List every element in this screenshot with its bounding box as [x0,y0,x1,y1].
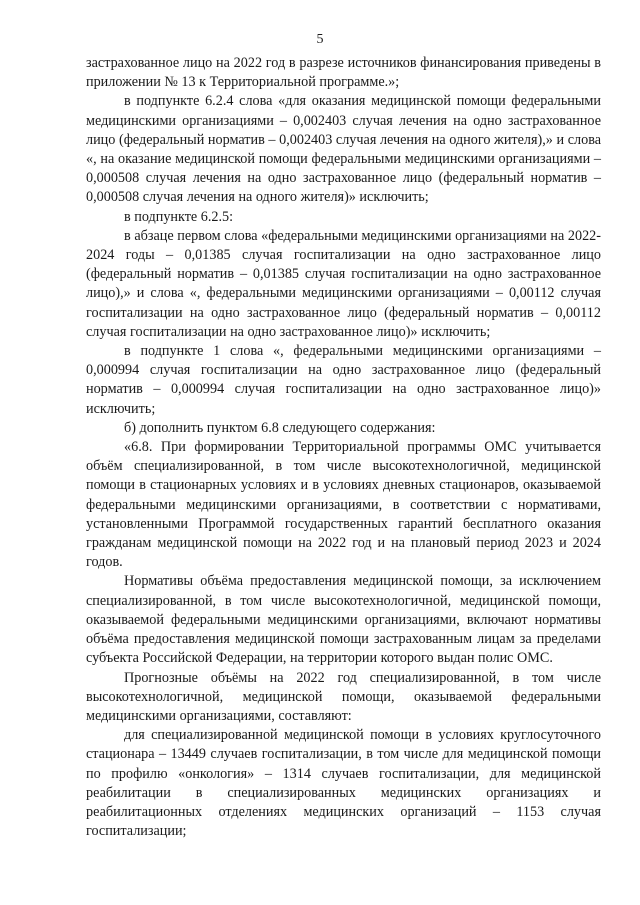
paragraph: застрахованное лицо на 2022 год в разрезе источников финансирования приведены в приложении № 13 к Территориальной программе.»; [86,55,601,91]
paragraph: для специализированной медицинской помощи в условиях круглосуточного стационара – 13449 случаев госпитализации, в том числе для медицинской помощи по профилю «онкология» – 1314 случаев госпитализации, для медицинской реабилитации в специализированных медицинских организациях и реабилитационных отделениях медицинских организаций – 1153 случая госпитализации; [86,727,601,840]
paragraph: Нормативы объёма предоставления медицинской помощи, за исключением специализированной, в том числе высокотехнологичной, медицинской помощи, оказываемой федеральными медицинскими организациями, включают нормативы объёма предоставления медицинской помощи застрахованным лицам за пределами субъекта Российской Федерации, на территории которого выдан полис ОМС. [86,573,601,667]
paragraph: в подпункте 1 слова «, федеральными медицинскими организациями – 0,000994 случая госпитализации на одно застрахованное лицо (федеральный норматив – 0,000994 случая госпитализации на одно застрахованное лицо)» исключить; [86,343,601,417]
paragraph: в подпункте 6.2.5: [124,208,234,225]
paragraph: в абзаце первом слова «федеральными медицинскими организациями на 2022-2024 годы – 0,01385 случая госпитализации на одно застрахованное лицо (федеральный норматив – 0,01385 случая госпитализации на одно застрахованное лицо),» и слова «, федеральными медицинскими организациями – 0,00112 случая госпитализации на одно застрахованное лицо (федеральный норматив – 0,00112 случая госпитализации на одно застрахованное лицо)» исключить; [86,227,601,340]
paragraph: «6.8. При формировании Территориальной программы ОМС учитывается объём специализированной, в том числе высокотехнологичной, медицинской помощи в стационарных условиях и в условиях дневных стационаров, оказываемой федеральными медицинскими организациями, в соответствии с нормативами, установленными Программой государственных гарантий бесплатного оказания гражданам медицинской помощи на 2022 год и на плановый период 2023 и 2024 годов. [86,439,601,571]
document-body [86,54,601,841]
paragraph: в подпункте 6.2.4 слова «для оказания медицинской помощи федеральными медицинскими организациями – 0,002403 случая лечения на одно застрахованное лицо (федеральный норматив – 0,002403 случая лечения на одного жителя),» и слова «, на оказание медицинской помощи федеральными медицинскими организациями – 0,000508 случая лечения на одно застрахованное лицо (федеральный норматив – 0,000508 случая лечения на одного жителя)» исключить; [86,93,601,206]
paragraph: б) дополнить пунктом 6.8 следующего содержания: [124,419,436,436]
page-number: 5 [316,32,324,47]
paragraph: Прогнозные объёмы на 2022 год специализированной, в том числе высокотехнологичной, медицинской помощи, оказываемой федеральными медицинскими организациями, составляют: [86,669,601,724]
